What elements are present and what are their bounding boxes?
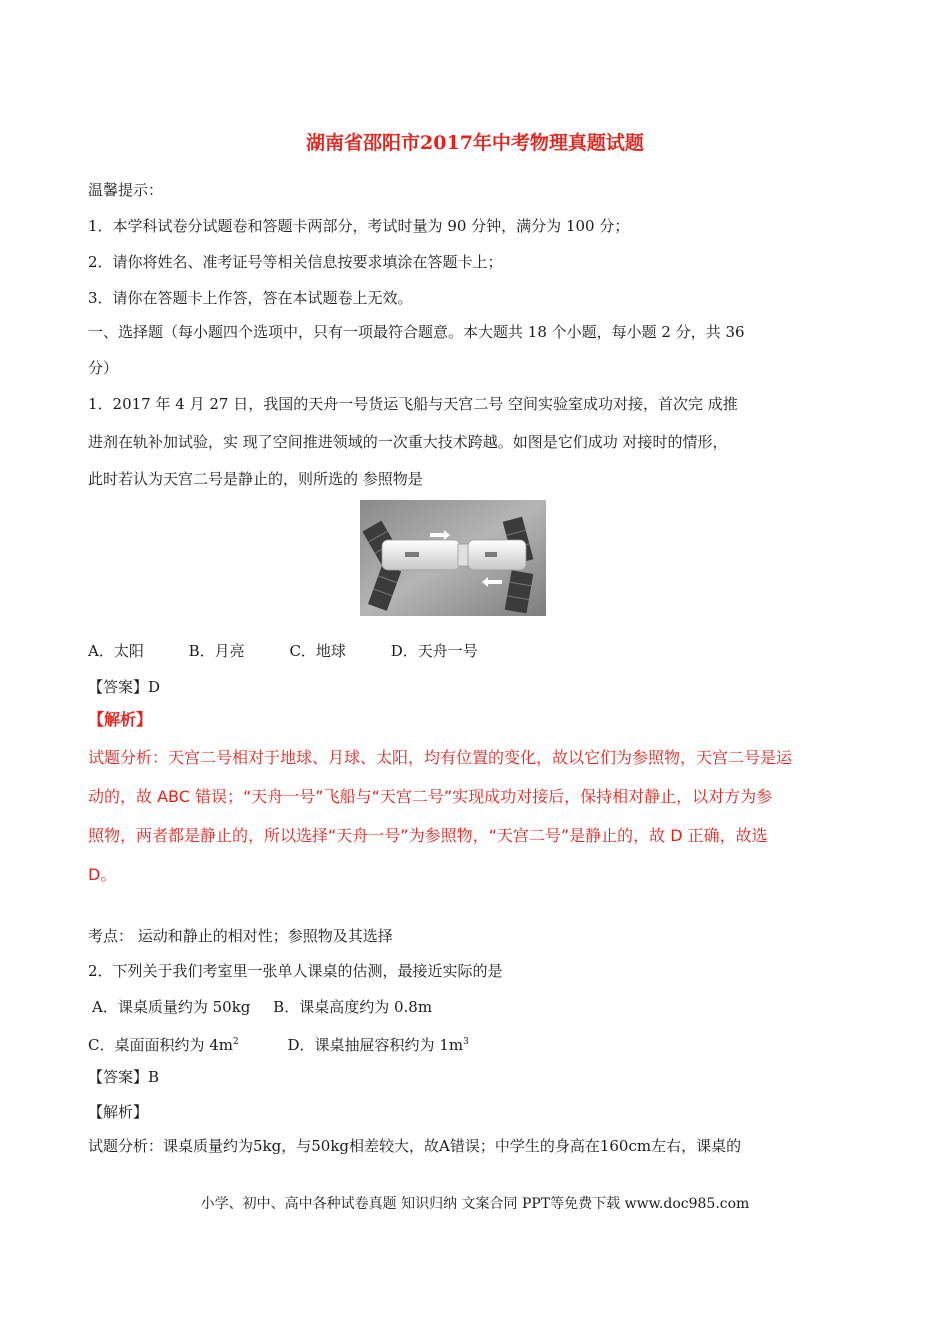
q1-options xyxy=(88,641,518,661)
q1-option-a: A．太阳 xyxy=(88,642,144,660)
notice-item-3: 3．请你在答题卡上作答，答在本试题卷上无效。 xyxy=(88,289,413,307)
q1-analysis-line-4: D。 xyxy=(88,865,117,884)
notice-item-1: 1．本学科试卷分试题卷和答题卡两部分，考试时量为 90 分钟，满分为 100 分； xyxy=(88,217,630,235)
q1-analysis-line-2: 动的，故 ABC 错误；“天舟一号”飞船与“天宫二号”实现成功对接后，保持相对静止，以对方为参 xyxy=(88,787,773,806)
q1-answer: 【答案】D xyxy=(88,678,161,696)
q1-analysis-line-3: 照物，两者都是静止的，所以选择“天舟一号”为参照物，“天宫二号”是静止的，故 D 正确，故选 xyxy=(88,826,768,845)
q2-analysis-line-1: 试题分析：课桌质量约为5kg，与50kg相差较大，故A错误；中学生的身高在160cm左右，课桌的 xyxy=(88,1137,742,1155)
q1-kaodian: 考点： 运动和静止的相对性；参照物及其选择 xyxy=(88,927,393,945)
q2-option-c: C．桌面面积约为 4m xyxy=(88,1036,234,1054)
page-footer: 小学、初中、高中各种试卷真题 知识归纳 文案合同 PPT等免费下载 www.doc985.com xyxy=(200,1196,750,1212)
q2-option-a: A．课桌质量约为 50kg xyxy=(92,998,251,1016)
q2-option-b: B．课桌高度约为 0.8m xyxy=(273,998,433,1016)
q1-stem-line-3: 此时若认为天宫二号是静止的，则所选的 参照物是 xyxy=(88,470,423,488)
q2-stem: 2．下列关于我们考室里一张单人课桌的估测，最接近实际的是 xyxy=(88,962,503,980)
q1-option-b: B．月亮 xyxy=(188,642,245,660)
notice-heading: 温馨提示： xyxy=(88,181,164,199)
q2-analysis-heading: 【解析】 xyxy=(88,1103,149,1121)
q1-analysis-heading: 【解析】 xyxy=(88,710,153,729)
q1-analysis-line-1: 试题分析：天宫二号相对于地球、月球、太阳，均有位置的变化，故以它们为参照物，天宫二号是运 xyxy=(88,748,793,767)
q1-option-d: D．天舟一号 xyxy=(390,642,478,660)
section-heading: 一、选择题（每小题四个选项中，只有一项最符合题意。本大题共 18 个小题，每小题 2 分，共 36 xyxy=(88,323,745,341)
q2-option-d-sup: 3 xyxy=(463,1037,469,1047)
spacecraft-docking-image xyxy=(360,500,546,616)
q2-option-c-sup: 2 xyxy=(233,1037,239,1047)
q1-option-c: C．地球 xyxy=(289,642,346,660)
q2-answer: 【答案】B xyxy=(88,1068,160,1086)
notice-item-2: 2．请你将姓名、准考证号等相关信息按要求填涂在答题卡上； xyxy=(88,253,503,271)
q2-option-d: D．课桌抽屉容积约为 1m xyxy=(287,1036,464,1054)
q1-stem-line-1: 1．2017 年 4 月 27 日，我国的天舟一号货运飞船与天宫二号 空间实验室成功对接，首次完 成推 xyxy=(88,395,738,413)
section-heading-cont: 分） xyxy=(88,359,119,377)
q2-options-row-2 xyxy=(88,1032,509,1055)
q1-stem-line-2: 进剂在轨补加试验，实 现了空间推进领域的一次重大技术跨越。如图是它们成功 对接时的情形， xyxy=(88,433,728,451)
q2-options-row-1 xyxy=(92,997,472,1017)
page-title: 湖南省邵阳市2017年中考物理真题试题 xyxy=(306,132,644,154)
